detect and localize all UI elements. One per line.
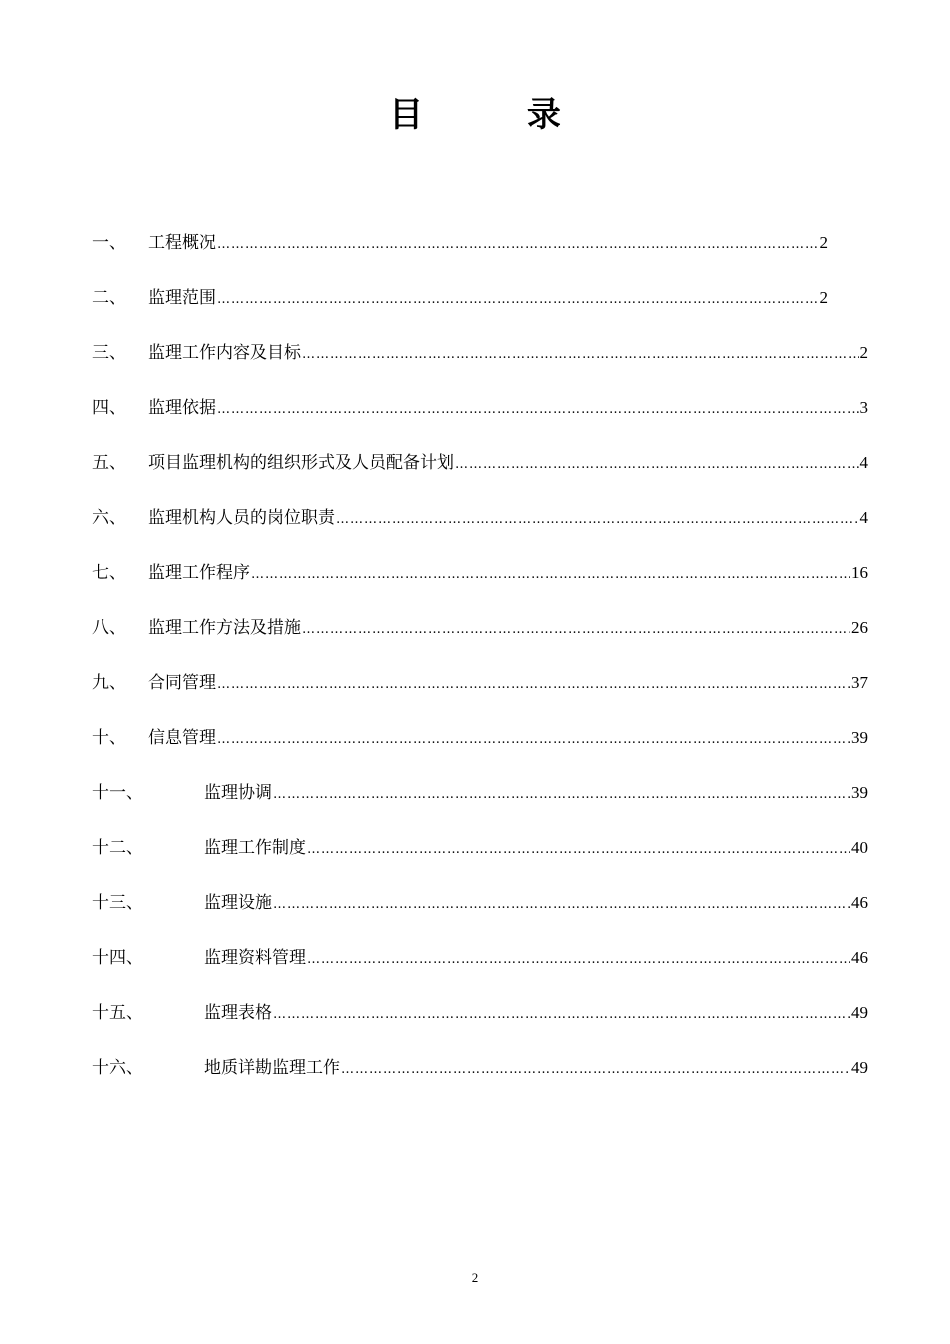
toc-dot-leader xyxy=(455,452,859,476)
toc-entry-title: 监理资料管理 xyxy=(204,948,306,968)
toc-entry[interactable] xyxy=(92,1000,868,1026)
toc-entry[interactable] xyxy=(92,505,868,531)
toc-entry-number: 十四、 xyxy=(92,948,143,968)
page-title: 目 录 xyxy=(389,95,607,135)
toc-entry-page: 49 xyxy=(851,1058,868,1077)
toc-entry[interactable] xyxy=(92,835,868,861)
toc-entry-title: 监理工作程序 xyxy=(148,563,250,583)
toc-entry-number: 二、 xyxy=(92,288,126,308)
toc-entry-page: 2 xyxy=(819,233,828,252)
toc-entry-page: 46 xyxy=(851,893,868,912)
toc-entry[interactable] xyxy=(92,230,828,256)
toc-entry-title: 信息管理 xyxy=(148,728,216,748)
toc-entry-number: 十二、 xyxy=(92,838,143,858)
toc-entry-page: 4 xyxy=(859,508,868,527)
toc-entry[interactable] xyxy=(92,1055,868,1081)
toc-entry-title: 监理协调 xyxy=(204,783,272,803)
toc-dot-leader xyxy=(251,562,850,586)
toc-entry-title: 监理工作内容及目标 xyxy=(148,343,301,363)
toc-entry[interactable] xyxy=(92,395,868,421)
toc-entry-page: 2 xyxy=(859,343,868,362)
toc-entry[interactable] xyxy=(92,945,868,971)
toc-dot-leader xyxy=(217,397,859,421)
toc-dot-leader xyxy=(341,1057,850,1081)
toc-entry-number: 三、 xyxy=(92,343,126,363)
toc-entry-title: 监理表格 xyxy=(204,1003,272,1023)
toc-dot-leader xyxy=(302,617,850,641)
toc-dot-leader xyxy=(307,837,850,861)
toc-entry-page: 39 xyxy=(851,728,868,747)
toc-entry-number: 十三、 xyxy=(92,893,143,913)
toc-entry[interactable] xyxy=(92,285,828,311)
toc-dot-leader xyxy=(217,672,850,696)
toc-dot-leader xyxy=(217,287,819,311)
toc-dot-leader xyxy=(307,947,850,971)
toc-entry-number: 八、 xyxy=(92,618,126,638)
toc-entry-page: 16 xyxy=(851,563,868,582)
toc-entry[interactable] xyxy=(92,780,868,806)
toc-entry-page: 37 xyxy=(851,673,868,692)
toc-dot-leader xyxy=(273,782,850,806)
toc-entry-title: 监理依据 xyxy=(148,398,216,418)
toc-entry-page: 2 xyxy=(819,288,828,307)
toc-dot-leader xyxy=(336,507,859,531)
toc-entry-title: 监理范围 xyxy=(148,288,216,308)
toc-dot-leader xyxy=(273,892,850,916)
toc-entry-number: 十六、 xyxy=(92,1058,143,1078)
toc-entry[interactable] xyxy=(92,340,868,366)
toc-entry-page: 4 xyxy=(859,453,868,472)
toc-entry[interactable] xyxy=(92,725,868,751)
toc-entry-number: 十五、 xyxy=(92,1003,143,1023)
toc-entry-number: 六、 xyxy=(92,508,126,528)
toc-entry-page: 49 xyxy=(851,1003,868,1022)
toc-entry-number: 一、 xyxy=(92,233,126,253)
toc-entry-page: 40 xyxy=(851,838,868,857)
toc-entry-title: 监理工作方法及措施 xyxy=(148,618,301,638)
toc-entry-number: 四、 xyxy=(92,398,126,418)
toc-entry-title: 地质详勘监理工作 xyxy=(204,1058,340,1078)
toc-entry-number: 十一、 xyxy=(92,783,143,803)
toc-entry[interactable] xyxy=(92,890,868,916)
toc-entry-title: 项目监理机构的组织形式及人员配备计划 xyxy=(148,453,454,473)
toc-entry-page: 26 xyxy=(851,618,868,637)
toc-entry[interactable] xyxy=(92,450,868,476)
footer-page-number: 2 xyxy=(471,1270,479,1285)
toc-dot-leader xyxy=(217,232,819,256)
toc-entry-title: 监理机构人员的岗位职责 xyxy=(148,508,335,528)
toc-entry-title: 监理设施 xyxy=(204,893,272,913)
toc-entry[interactable] xyxy=(92,615,868,641)
toc-dot-leader xyxy=(302,342,859,366)
toc-entry-page: 46 xyxy=(851,948,868,967)
toc-entry[interactable] xyxy=(92,560,868,586)
toc-entry[interactable] xyxy=(92,670,868,696)
toc-dot-leader xyxy=(273,1002,850,1026)
toc-entry-number: 五、 xyxy=(92,453,126,473)
toc-entry-title: 监理工作制度 xyxy=(204,838,306,858)
toc-entry-number: 十、 xyxy=(92,728,126,748)
toc-entry-title: 合同管理 xyxy=(148,673,216,693)
toc-entry-title: 工程概况 xyxy=(148,233,216,253)
toc-entry-number: 九、 xyxy=(92,673,126,693)
toc-entry-number: 七、 xyxy=(92,563,126,583)
toc-entry-page: 39 xyxy=(851,783,868,802)
toc-dot-leader xyxy=(217,727,850,751)
toc-entry-page: 3 xyxy=(859,398,868,417)
